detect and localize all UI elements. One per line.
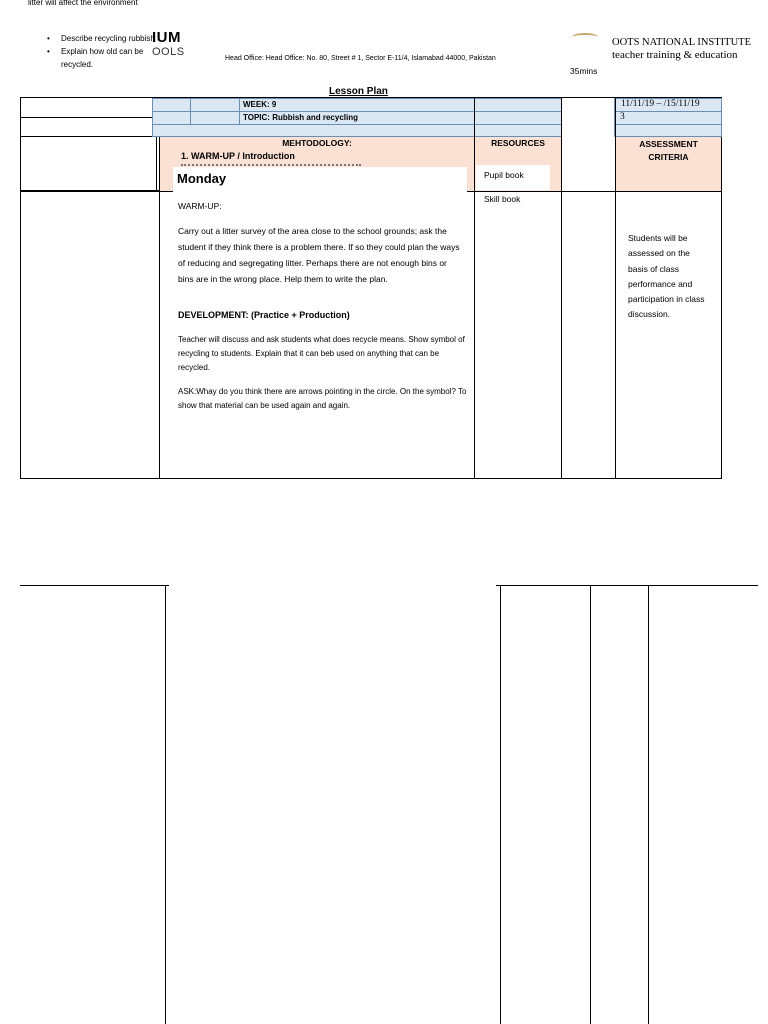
objectives-top: litter will affect the environment xyxy=(28,0,138,7)
header-blank-cell xyxy=(152,111,191,125)
lower-col-divider xyxy=(165,585,166,1024)
logo-left-line1: IUM xyxy=(152,29,181,46)
topic-cell xyxy=(239,111,475,125)
lower-col-divider xyxy=(500,585,501,1024)
head-office-address: Head Office: Head Office: No. 80, Street # 1, Sector E-11/4, Islamabad 44000, Pakistan xyxy=(225,55,496,62)
logo-left-line2: OOLS xyxy=(152,46,185,58)
week-cell xyxy=(239,98,475,112)
lower-table-top-border xyxy=(496,585,758,586)
objective-item: • Explain how old can be recycled. xyxy=(61,45,163,71)
logo-right-line2: teacher training & education xyxy=(612,49,738,61)
header-blank-cell xyxy=(152,98,191,112)
class-cell xyxy=(614,111,722,125)
objective-item: • Describe recycling rubbish xyxy=(61,32,163,45)
school-logo-left xyxy=(152,30,185,58)
col-divider xyxy=(561,97,562,479)
resources-heading: RESOURCES xyxy=(491,138,545,148)
objectives-list xyxy=(45,32,163,71)
warmup-label: WARM-UP: xyxy=(178,201,222,211)
lower-col-divider xyxy=(648,585,649,1024)
assessment-heading: ASSESSMENT CRITERIA xyxy=(639,139,698,162)
logo-arc-icon xyxy=(572,33,598,41)
header-blank-cell xyxy=(474,98,562,112)
development-label: DEVELOPMENT: (Practice + Production) xyxy=(178,310,350,320)
row-divider xyxy=(20,117,152,118)
class-number: 3 xyxy=(620,112,625,122)
logo-right-line1: OOTS NATIONAL INSTITUTE xyxy=(612,37,752,48)
institute-logo-right xyxy=(612,37,768,62)
methodology-heading: MEHTODOLOGY: xyxy=(282,138,352,148)
row-divider xyxy=(20,136,152,137)
table-bottom-border xyxy=(20,478,722,479)
table-right-border xyxy=(721,97,722,479)
warmup-text: Carry out a litter survey of the area close to the school grounds; ask the student if they think there is a problem there. If so they could plan the ways of reducing and segregating litter. Perhaps there are not enough bins or bins are in the wrong place. Help them to write the plan. xyxy=(178,226,460,284)
assessment-header-cell xyxy=(616,137,721,191)
header-blank-cell xyxy=(614,124,722,137)
duration: 35mins xyxy=(570,66,598,76)
table-left-border xyxy=(20,97,21,479)
development-text: Teacher will discuss and ask students what does recycle means. Show symbol of recycling to students. Explain that it can beb used on anything that can be recycled. xyxy=(178,335,465,372)
date-range: 11/11/19 – /15/11/19 xyxy=(621,99,700,109)
assessment-text: Students will be assessed on the basis of class performance and participation in class discussion. xyxy=(628,233,705,320)
lower-col-divider xyxy=(590,585,591,1024)
col-divider xyxy=(615,97,616,479)
page-title: Lesson Plan xyxy=(329,86,388,97)
date-cell xyxy=(614,98,722,112)
resource-item: Skill book xyxy=(484,194,521,204)
header-blank-cell xyxy=(474,111,562,125)
topic-label: TOPIC: Rubbish and recycling xyxy=(243,113,358,122)
col-divider xyxy=(156,137,157,191)
ask-text: ASK:Whay do you think there are arrows pointing in the circle. On the symbol? To show that material can be used again and again. xyxy=(178,387,467,410)
header-blank-cell xyxy=(190,111,240,125)
methodology-item-1: 1. WARM-UP / Introduction xyxy=(181,151,295,161)
resource-item: Pupil book xyxy=(484,170,524,180)
col-divider xyxy=(474,97,475,479)
week-label: WEEK: 9 xyxy=(243,100,277,109)
header-blank-cell xyxy=(190,98,240,112)
day-heading: Monday xyxy=(177,171,227,186)
col-divider xyxy=(159,137,160,479)
header-blank-row xyxy=(152,124,562,137)
lower-table-top-border xyxy=(20,585,169,586)
row-divider xyxy=(20,190,160,191)
